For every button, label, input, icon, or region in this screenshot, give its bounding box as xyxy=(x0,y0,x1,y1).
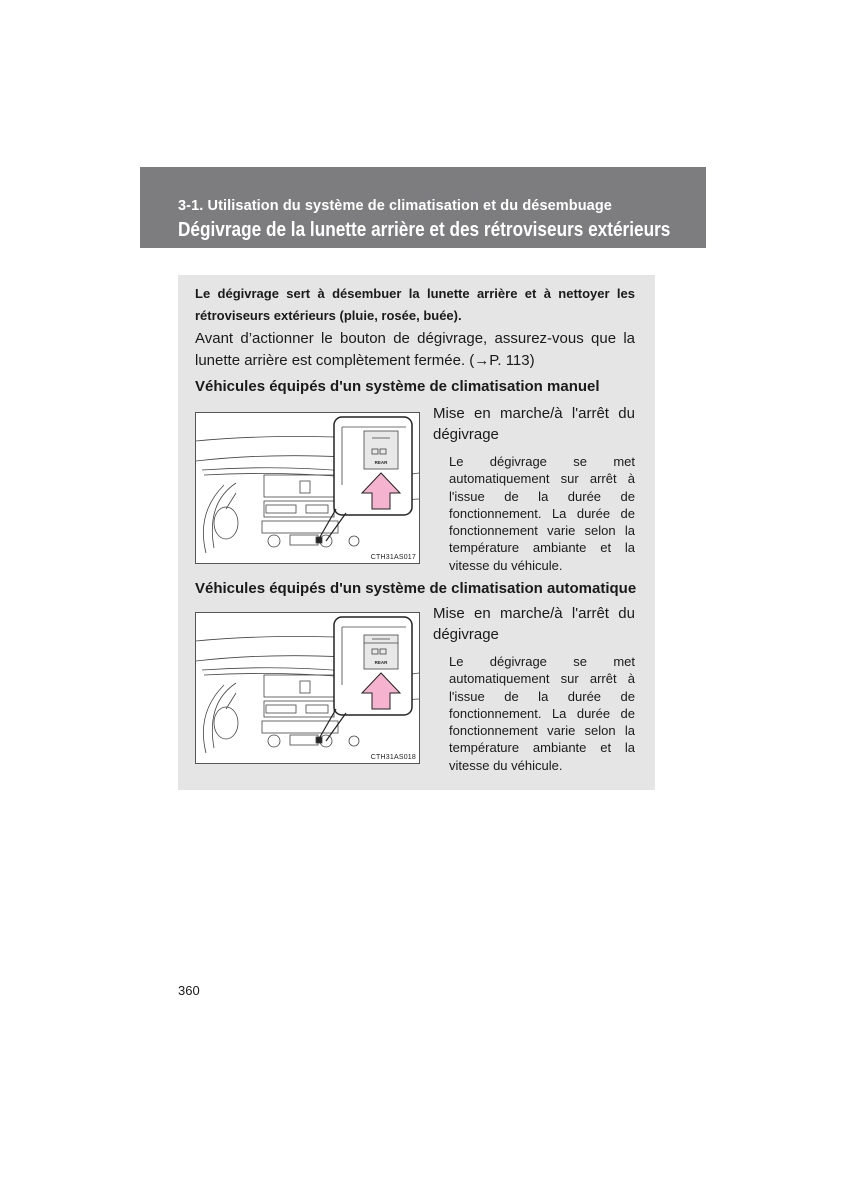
rear-button-label: REAR xyxy=(374,460,388,465)
auto-ac-illustration xyxy=(195,612,420,764)
auto-ac-heading: Véhicules équipés d'un système de climatisation automatique xyxy=(195,580,637,597)
manual-ac-note: Le dégivrage se met automatiquement sur arrêt à l'issue de la durée de fonctionnement. La durée de fonctionnement varie selon la température ambiante et la vitesse du véhicule. xyxy=(449,454,635,573)
manual-ac-action: Mise en marche/à l'arrêt du dégivrage xyxy=(433,405,635,443)
manual-ac-heading: Véhicules équipés d'un système de climatisation manuel xyxy=(195,378,600,395)
auto-ac-action: Mise en marche/à l'arrêt du dégivrage xyxy=(433,605,635,643)
manual-ac-illustration xyxy=(195,412,420,564)
page-number: 360 xyxy=(178,983,200,998)
section-label: 3-1. Utilisation du système de climatisation et du désembuage xyxy=(178,198,612,214)
intro-summary: Le dégivrage sert à désembuer la lunette arrière et à nettoyer les rétroviseurs extérieurs (pluie, rosée, buée). xyxy=(195,286,635,323)
page-title: Dégivrage de la lunette arrière et des rétroviseurs extérieurs xyxy=(178,219,671,241)
figure-code: CTH31AS017 xyxy=(370,554,416,561)
rear-button-label: REAR xyxy=(374,660,388,665)
auto-ac-note: Le dégivrage se met automatiquement sur arrêt à l'issue de la durée de fonctionnement. La durée de fonctionnement varie selon la température ambiante et la vitesse du véhicule. xyxy=(449,654,635,773)
figure-code: CTH31AS018 xyxy=(370,754,416,761)
chapter-header xyxy=(140,167,706,248)
dashboard-drawing xyxy=(196,413,419,563)
content-box xyxy=(178,275,655,790)
intro-instruction: Avant d’actionner le bouton de dégivrage, assurez-vous que la lunette arrière est complètement fermée. (→P. 113) xyxy=(195,330,635,369)
dashboard-drawing xyxy=(196,613,419,763)
